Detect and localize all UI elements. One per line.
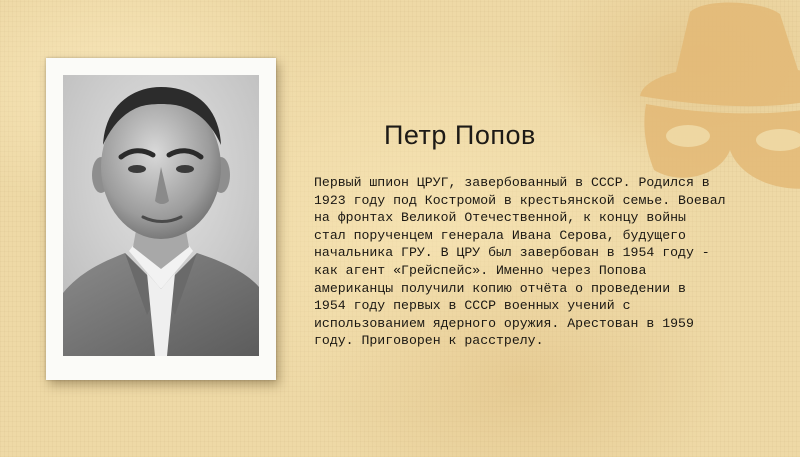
bio-line: американцы получили копию отчёта о проведении в: [314, 280, 686, 296]
bio-line: стал порученцем генерала Ивана Серова, будущего: [314, 227, 686, 243]
bio-line: Первый шпион ЦРУГ, завербованный в СССР. Родился в: [314, 175, 710, 190]
bio-line: как агент «Грейспейс». Именно через Попова: [314, 262, 647, 278]
bio-line: году. Приговорен к расстрелу.: [314, 333, 544, 349]
page-title: Петр Попов: [384, 120, 536, 150]
bio-line: 1954 году первых в СССР военных учений с: [314, 298, 631, 314]
bio-text: [314, 174, 766, 350]
portrait-photo: [63, 75, 259, 356]
bio-line: на фронтах Великой Отечественной, к концу войны: [314, 210, 686, 226]
bio-line: начальника ГРУ. В ЦРУ был завербован в 1954 году -: [314, 245, 710, 261]
bio-line: 1923 году под Костромой в крестьянской семье. Воевал: [314, 192, 726, 208]
photo-frame: [46, 58, 276, 380]
bio-line: использованием ядерного оружия. Арестован в 1959: [314, 315, 694, 331]
